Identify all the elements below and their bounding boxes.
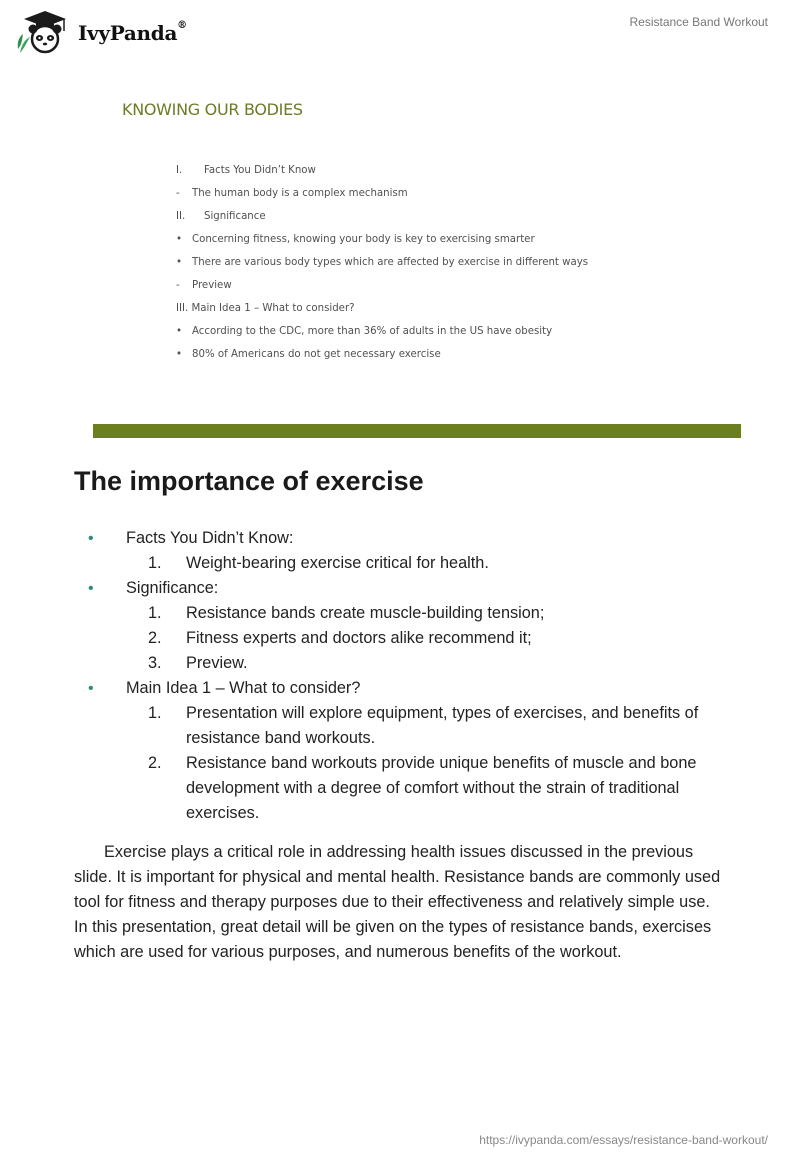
slide-item bbox=[176, 323, 716, 346]
sub-item-number: 3. bbox=[148, 654, 162, 672]
sub-item bbox=[126, 651, 734, 676]
slide-item-text: According to the CDC, more than 36% of adults in the US have obesity bbox=[192, 326, 553, 337]
outline-item-text: Significance: bbox=[126, 579, 219, 597]
sub-item bbox=[126, 626, 734, 651]
slide-item-marker: - bbox=[176, 188, 180, 199]
sub-item bbox=[126, 601, 734, 626]
slide-item-marker: II. bbox=[176, 211, 186, 222]
brand-name: IvyPanda® bbox=[78, 20, 187, 45]
slide-item-marker: • bbox=[176, 257, 183, 268]
outline-item bbox=[74, 576, 734, 676]
bullet-icon: • bbox=[88, 530, 94, 547]
outline-list bbox=[74, 526, 734, 826]
outline-sublist bbox=[126, 701, 734, 826]
sub-item bbox=[126, 551, 734, 576]
slide-item-text: The human body is a complex mechanism bbox=[192, 188, 408, 199]
slide-title: KNOWING OUR BODIES bbox=[122, 100, 303, 119]
sub-item-text: Weight-bearing exercise critical for health. bbox=[186, 554, 489, 572]
document-title: Resistance Band Workout bbox=[629, 15, 768, 29]
outline-item bbox=[74, 526, 734, 576]
section-heading: The importance of exercise bbox=[74, 466, 424, 496]
sub-item-number: 1. bbox=[148, 554, 162, 572]
sub-item-number: 1. bbox=[148, 704, 162, 722]
sub-item-text: Fitness experts and doctors alike recommend it; bbox=[186, 629, 532, 647]
slide-item-marker: • bbox=[176, 326, 183, 337]
body-paragraph: Exercise plays a critical role in addressing health issues discussed in the previous slide. It is important for physical and mental health. Resistance bands are commonly used tool for fitness and therapy purposes due to their effectiveness and relatively simple use. In this presentation, great detail will be given on the types of resistance bands, exercises which are used for various purposes, and numerous benefits of the workout. bbox=[74, 843, 721, 961]
slide-item bbox=[176, 231, 716, 254]
slide-image bbox=[80, 78, 750, 450]
outline-sublist bbox=[126, 551, 734, 576]
slide-item bbox=[176, 208, 716, 231]
slide-item bbox=[176, 162, 716, 185]
slide-item bbox=[176, 346, 716, 369]
outline-item-text: Main Idea 1 – What to consider? bbox=[126, 679, 361, 697]
page-header bbox=[0, 0, 800, 60]
outline-item-text: Facts You Didn’t Know: bbox=[126, 529, 294, 547]
sub-item-number: 2. bbox=[148, 754, 162, 772]
slide-item bbox=[176, 185, 716, 208]
slide-item-text: Concerning fitness, knowing your body is key to exercising smarter bbox=[192, 234, 535, 245]
sub-item-number: 2. bbox=[148, 629, 162, 647]
slide-item-text: Preview bbox=[192, 280, 232, 291]
source-url-link[interactable]: https://ivypanda.com/essays/resistance-band-workout/ bbox=[479, 1133, 768, 1147]
slide-item-text: Facts You Didn’t Know bbox=[204, 165, 316, 176]
sub-item bbox=[126, 751, 734, 826]
slide-item-marker: • bbox=[176, 234, 183, 245]
brand-logo[interactable] bbox=[14, 9, 214, 53]
slide-item bbox=[176, 300, 716, 323]
sub-item-text: Resistance bands create muscle-building tension; bbox=[186, 604, 545, 622]
sub-item bbox=[126, 701, 734, 751]
slide-outline bbox=[176, 162, 716, 369]
slide-item-text: Significance bbox=[204, 211, 266, 222]
sub-item-text: Preview. bbox=[186, 654, 248, 672]
slide-item-text: III. Main Idea 1 – What to consider? bbox=[176, 303, 355, 314]
slide-item-text: 80% of Americans do not get necessary exercise bbox=[192, 349, 441, 360]
slide-item-marker: I. bbox=[176, 165, 183, 176]
outline-sublist bbox=[126, 601, 734, 676]
slide-item-marker: • bbox=[176, 349, 183, 360]
sub-item-text: Presentation will explore equipment, types of exercises, and benefits of resistance band workouts. bbox=[186, 704, 699, 747]
sub-item-text: Resistance band workouts provide unique benefits of muscle and bone development with a degree of comfort without the strain of traditional exercises. bbox=[186, 754, 697, 822]
registered-mark: ® bbox=[177, 20, 187, 32]
slide-item-text: There are various body types which are affected by exercise in different ways bbox=[192, 257, 589, 268]
slide-item bbox=[176, 254, 716, 277]
slide-footer-bar bbox=[93, 424, 741, 438]
slide-item-marker: - bbox=[176, 280, 180, 291]
bullet-icon: • bbox=[88, 580, 94, 597]
bullet-icon: • bbox=[88, 680, 94, 697]
panda-graduate-icon bbox=[14, 9, 76, 57]
slide-item bbox=[176, 277, 716, 300]
sub-item-number: 1. bbox=[148, 604, 162, 622]
outline-item bbox=[74, 676, 734, 826]
